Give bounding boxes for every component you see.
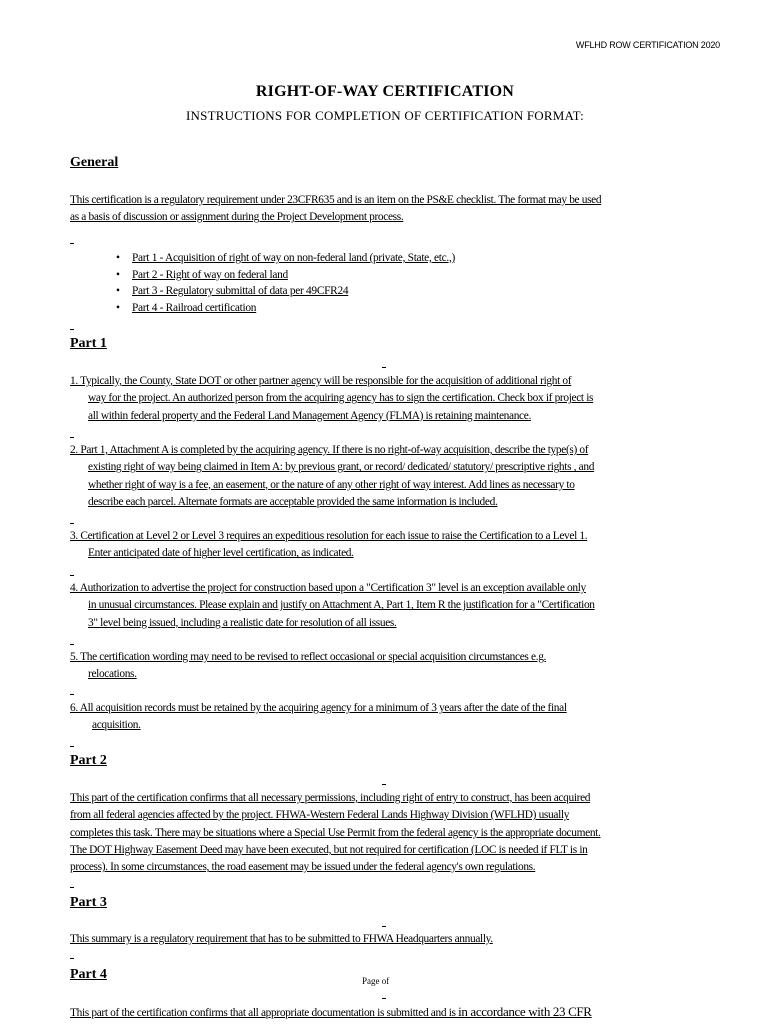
underline-mark (382, 367, 386, 368)
underline-mark (382, 998, 386, 999)
instruction-item-6 (70, 700, 700, 735)
bullet-icon: • (116, 301, 120, 314)
list-item: • Part 4 - Railroad certification (70, 300, 455, 317)
text-line: as a basis of discussion or assignment during the Project Development process. (70, 211, 404, 224)
text-line: 3" level being issued, including a realistic date for resolution of all issues. (88, 616, 397, 629)
text-line: describe each parcel. Alternate formats are acceptable provided the same information is included. (88, 495, 498, 508)
underline-mark (70, 575, 74, 576)
text-line: whether right of way is a fee, an easement, or the nature of any other right of way interest. Add lines as necessary to (88, 478, 575, 491)
text-line: This summary is a regulatory requirement that has to be submitted to FHWA Headquarters annually. (70, 933, 493, 945)
text-line: 3. Certification at Level 2 or Level 3 requires an expeditious resolution for each issue to raise the Certification to a Level 1. (70, 530, 588, 542)
underline-mark (70, 329, 74, 330)
instruction-item-1 (70, 373, 700, 425)
underline-mark (70, 243, 74, 244)
text-line: This part of the certification confirms that all appropriate documentation is submitted and is (70, 1007, 459, 1019)
list-item: • Part 2 - Right of way on federal land (70, 267, 455, 284)
document-id-header: WFLHD ROW CERTIFICATION 2020 (575, 40, 720, 50)
section-heading-part1: Part 1 (70, 336, 107, 351)
text-line: 6. All acquisition records must be retained by the acquiring agency for a minimum of 3 years after the date of the final (70, 702, 567, 714)
underline-mark (382, 926, 386, 927)
part3-paragraph (70, 931, 700, 948)
underline-mark (70, 523, 74, 524)
text-line: Enter anticipated date of higher level certification, as indicated. (88, 547, 354, 560)
instruction-item-3 (70, 528, 700, 563)
text-line: way for the project. An authorized person from the acquiring agency has to sign the certification. Check box if project is (88, 392, 594, 405)
general-paragraph (70, 192, 700, 227)
text-line: completes this task. There may be situations where a Special Use Permit from the federal agency is the appropriate document. (70, 826, 601, 839)
section-heading-part3: Part 3 (70, 895, 107, 910)
text-line: relocations. (88, 668, 137, 681)
part2-paragraph (70, 790, 700, 876)
underline-mark (70, 694, 74, 695)
parts-bullet-list (70, 250, 455, 316)
text-line: existing right of way being claimed in Item A: by previous grant, or record/ dedicated/ statutory/ prescriptive rights , and (88, 461, 595, 474)
underline-mark (382, 784, 386, 785)
bullet-icon: • (116, 268, 120, 281)
underline-mark (70, 958, 74, 959)
text-line: from all federal agencies affected by the project. FHWA-Western Federal Lands Highway Division (WFLHD) usually (70, 809, 570, 822)
page-footer: Page of (362, 976, 390, 986)
section-heading-general: General (70, 155, 119, 170)
section-heading-part2: Part 2 (70, 753, 107, 768)
text-line: The DOT Highway Easement Deed may have been executed, but not required for certification (LOC is needed if FLT is in (70, 843, 588, 856)
text-line: 5. The certification wording may need to be revised to reflect occasional or special acquisition circumstances e.g. (70, 651, 547, 663)
underline-mark (70, 437, 74, 438)
part4-paragraph (70, 1004, 592, 1020)
page-title: RIGHT-OF-WAY CERTIFICATION (255, 83, 515, 100)
instruction-item-2 (70, 442, 700, 511)
text-line: process). In some circumstances, the road easement may be issued under the federal agency's own regulations. (70, 861, 536, 874)
text-line: 4. Authorization to advertise the project for construction based upon a "Certification 3" level is an exception available only (70, 582, 586, 594)
section-heading-part4: Part 4 (70, 967, 107, 982)
bullet-icon: • (116, 252, 120, 264)
bullet-icon: • (116, 285, 120, 298)
text-line: acquisition. (92, 719, 141, 732)
text-line: in unusual circumstances. Please explain and justify on Attachment A, Part 1, Item R the justification for a "Certification (88, 599, 595, 612)
instruction-item-5 (70, 649, 700, 684)
text-line: This part of the certification confirms that all necessary permissions, including right of entry to construct, has been acquired (70, 792, 591, 804)
list-item: • Part 3 - Regulatory submittal of data per 49CFR24 (70, 283, 455, 300)
text-line: 2. Part 1, Attachment A is completed by the acquiring agency. If there is no right-of-way acquisition, describe the type(s) of (70, 444, 589, 456)
page-subtitle: INSTRUCTIONS FOR COMPLETION OF CERTIFICATION FORMAT: (186, 108, 584, 123)
list-item: • Part 1 - Acquisition of right of way on non-federal land (private, State, etc.,) (70, 250, 455, 267)
underline-mark (70, 644, 74, 645)
underline-mark (70, 746, 74, 747)
instruction-item-4 (70, 580, 700, 632)
text-line: This certification is a regulatory requirement under 23CFR635 and is an item on the PS&E checklist. The format may be used (70, 194, 602, 206)
underline-mark (70, 887, 74, 888)
text-line: 1. Typically, the County, State DOT or other partner agency will be responsible for the acquisition of additional right of (70, 375, 572, 387)
text-line: all within federal property and the Federal Land Management Agency (FLMA) is retaining maintenance. (88, 409, 531, 422)
text-line: in accordance with 23 CFR (458, 1004, 592, 1019)
